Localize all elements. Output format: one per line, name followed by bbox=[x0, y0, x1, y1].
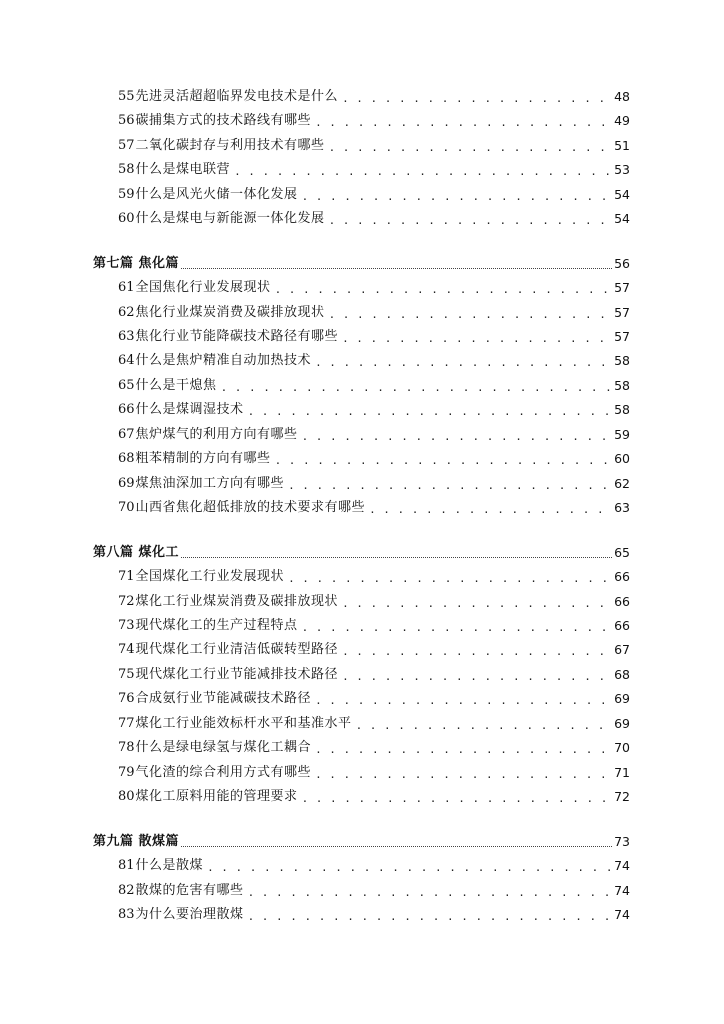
toc-entry[interactable] bbox=[118, 185, 630, 205]
toc-entry-title: 全国焦化行业发展现状 bbox=[135, 280, 271, 295]
toc-entry-title: 现代煤化工行业清洁低碳转型路径 bbox=[135, 642, 339, 657]
toc-page-number: 69 bbox=[614, 691, 630, 706]
toc-page-number: 48 bbox=[614, 89, 630, 104]
toc-entry[interactable] bbox=[118, 425, 630, 445]
toc-entry-number: 67 bbox=[118, 427, 135, 442]
toc-entry-title: 什么是煤电联营 bbox=[135, 162, 231, 177]
dot-leader bbox=[342, 94, 611, 102]
toc-entry-title: 现代煤化工行业节能减排技术路径 bbox=[135, 667, 339, 682]
toc-entry[interactable] bbox=[118, 474, 630, 494]
toc-entry-title: 什么是煤调湿技术 bbox=[135, 402, 244, 417]
toc-page-number: 59 bbox=[614, 427, 630, 442]
dot-leader bbox=[288, 481, 611, 489]
toc-entry-number: 65 bbox=[118, 378, 135, 393]
dot-leader bbox=[248, 912, 612, 920]
toc-entry-number: 58 bbox=[118, 162, 135, 177]
dot-leader bbox=[329, 143, 612, 151]
dot-leader bbox=[342, 672, 611, 680]
toc-entry-title: 焦化行业煤炭消费及碳排放现状 bbox=[135, 305, 325, 320]
dot-leader bbox=[288, 574, 611, 582]
toc-entry-number: 57 bbox=[118, 138, 135, 153]
toc-entry-title: 二氧化碳封存与利用技术有哪些 bbox=[135, 138, 325, 153]
toc-entry-number: 66 bbox=[118, 402, 135, 417]
toc-entry[interactable] bbox=[118, 640, 630, 660]
toc-entry-title: 散煤的危害有哪些 bbox=[135, 883, 244, 898]
toc-entry-number: 68 bbox=[118, 451, 135, 466]
dot-leader bbox=[329, 216, 612, 224]
dot-leader bbox=[369, 505, 611, 513]
dot-leader bbox=[302, 794, 612, 802]
dot-leader bbox=[315, 118, 611, 126]
toc-page-number: 67 bbox=[614, 642, 630, 657]
toc-entry-title: 焦化行业节能降碳技术路径有哪些 bbox=[135, 329, 339, 344]
toc-entry-title: 现代煤化工的生产过程特点 bbox=[135, 618, 298, 633]
toc-entry-title: 煤化工行业能效标杆水平和基准水平 bbox=[135, 716, 352, 731]
toc-entry-title: 什么是风光火储一体化发展 bbox=[135, 187, 298, 202]
toc-entry[interactable] bbox=[118, 400, 630, 420]
toc-entry[interactable] bbox=[118, 376, 630, 396]
toc-page-number: 72 bbox=[614, 789, 630, 804]
dot-leader bbox=[302, 192, 612, 200]
toc-page-number: 54 bbox=[614, 211, 630, 226]
toc-entry[interactable] bbox=[118, 351, 630, 371]
dot-leader bbox=[342, 599, 611, 607]
dot-leader bbox=[329, 310, 612, 318]
toc-entry[interactable] bbox=[118, 498, 630, 518]
toc-page-number: 74 bbox=[614, 907, 630, 922]
toc-part-title: 第七篇 焦化篇 bbox=[93, 256, 180, 271]
toc-entry-title: 粗苯精制的方向有哪些 bbox=[135, 451, 271, 466]
toc-page-number: 58 bbox=[614, 353, 630, 368]
dot-leader bbox=[315, 696, 611, 704]
toc-entry-number: 61 bbox=[118, 280, 135, 295]
toc-entry-number: 69 bbox=[118, 476, 135, 491]
toc-page-number: 63 bbox=[614, 500, 630, 515]
toc-entry-title: 什么是绿电绿氢与煤化工耦合 bbox=[135, 740, 312, 755]
dot-leader bbox=[234, 167, 611, 175]
toc-page-number: 71 bbox=[614, 765, 630, 780]
toc-entry[interactable] bbox=[118, 303, 630, 323]
toc-entry-number: 63 bbox=[118, 329, 135, 344]
toc-part-heading[interactable] bbox=[93, 832, 630, 852]
toc-entry-number: 81 bbox=[118, 858, 135, 873]
toc-entry[interactable] bbox=[118, 905, 630, 925]
toc-entry-title: 什么是散煤 bbox=[135, 858, 204, 873]
dot-leader bbox=[248, 888, 612, 896]
toc-page-number: 66 bbox=[614, 594, 630, 609]
toc-entry-number: 73 bbox=[118, 618, 135, 633]
toc-page-number: 49 bbox=[614, 113, 630, 128]
toc-entry[interactable] bbox=[118, 327, 630, 347]
toc-page-number: 68 bbox=[614, 667, 630, 682]
toc-entry-title: 什么是焦炉精准自动加热技术 bbox=[135, 353, 312, 368]
toc-entry[interactable] bbox=[118, 881, 630, 901]
dot-leader bbox=[207, 863, 611, 871]
toc-entry-title: 气化渣的综合利用方式有哪些 bbox=[135, 765, 312, 780]
toc-page-number: 74 bbox=[614, 858, 630, 873]
toc-page-number: 58 bbox=[614, 402, 630, 417]
dot-leader bbox=[275, 456, 612, 464]
toc-entry[interactable] bbox=[118, 592, 630, 612]
toc-page-number: 69 bbox=[614, 716, 630, 731]
dot-leader bbox=[356, 721, 612, 729]
toc-entry[interactable] bbox=[118, 449, 630, 469]
toc-entry-number: 77 bbox=[118, 716, 135, 731]
toc-entry-number: 55 bbox=[118, 89, 135, 104]
toc-entry-title: 什么是干熄焦 bbox=[135, 378, 217, 393]
dot-leader bbox=[342, 647, 611, 655]
toc-part-title: 第八篇 煤化工 bbox=[93, 545, 180, 560]
toc-page-number: 62 bbox=[614, 476, 630, 491]
toc-entry-number: 82 bbox=[118, 883, 135, 898]
dot-leader bbox=[181, 845, 612, 847]
toc-entry[interactable] bbox=[118, 787, 630, 807]
toc-page-number: 73 bbox=[614, 834, 630, 849]
toc-part-heading[interactable] bbox=[93, 254, 630, 274]
toc-page-number: 58 bbox=[614, 378, 630, 393]
toc-page-number: 66 bbox=[614, 569, 630, 584]
toc-entry-number: 60 bbox=[118, 211, 135, 226]
toc-entry-number: 72 bbox=[118, 594, 135, 609]
toc-entry-number: 62 bbox=[118, 305, 135, 320]
toc-page-number: 57 bbox=[614, 280, 630, 295]
dot-leader bbox=[302, 623, 612, 631]
toc-entry[interactable] bbox=[118, 856, 630, 876]
toc-page-number: 74 bbox=[614, 883, 630, 898]
toc-entry[interactable] bbox=[118, 689, 630, 709]
toc-entry[interactable] bbox=[118, 160, 630, 180]
toc-entry-title: 焦炉煤气的利用方向有哪些 bbox=[135, 427, 298, 442]
toc-entry[interactable] bbox=[118, 616, 630, 636]
toc-entry[interactable] bbox=[118, 665, 630, 685]
toc-entry-title: 先进灵活超超临界发电技术是什么 bbox=[135, 89, 339, 104]
toc-entry-title: 为什么要治理散煤 bbox=[135, 907, 244, 922]
toc-entry-number: 59 bbox=[118, 187, 135, 202]
dot-leader bbox=[302, 432, 612, 440]
toc-entry-title: 山西省焦化超低排放的技术要求有哪些 bbox=[135, 500, 366, 515]
dot-leader bbox=[181, 556, 612, 558]
toc-entry-title: 煤化工行业煤炭消费及碳排放现状 bbox=[135, 594, 339, 609]
dot-leader bbox=[248, 407, 612, 415]
toc-entry-title: 碳捕集方式的技术路线有哪些 bbox=[135, 113, 312, 128]
toc-page-number: 57 bbox=[614, 305, 630, 320]
toc-part-heading[interactable] bbox=[93, 543, 630, 563]
toc-entry-number: 64 bbox=[118, 353, 135, 368]
toc-entry-title: 合成氨行业节能减碳技术路径 bbox=[135, 691, 312, 706]
toc-entry-number: 83 bbox=[118, 907, 135, 922]
dot-leader bbox=[342, 334, 611, 342]
toc-entry-number: 76 bbox=[118, 691, 135, 706]
toc-entry-number: 75 bbox=[118, 667, 135, 682]
toc-entry-title: 什么是煤电与新能源一体化发展 bbox=[135, 211, 325, 226]
toc-entry-number: 80 bbox=[118, 789, 135, 804]
toc-entry-title: 全国煤化工行业发展现状 bbox=[135, 569, 285, 584]
toc-entry-number: 74 bbox=[118, 642, 135, 657]
toc-page-number: 51 bbox=[614, 138, 630, 153]
toc-page-number: 60 bbox=[614, 451, 630, 466]
toc-entry-number: 56 bbox=[118, 113, 135, 128]
toc-entry-number: 78 bbox=[118, 740, 135, 755]
dot-leader bbox=[275, 285, 612, 293]
toc-page-number: 53 bbox=[614, 162, 630, 177]
toc-page-number: 56 bbox=[614, 256, 630, 271]
toc-entry[interactable] bbox=[118, 567, 630, 587]
toc-entry[interactable] bbox=[118, 278, 630, 298]
toc-entry-number: 70 bbox=[118, 500, 135, 515]
toc-page-number: 66 bbox=[614, 618, 630, 633]
toc-entry[interactable] bbox=[118, 209, 630, 229]
dot-leader bbox=[221, 383, 612, 391]
toc-entry[interactable] bbox=[118, 763, 630, 783]
toc-entry[interactable] bbox=[118, 111, 630, 131]
dot-leader bbox=[315, 745, 611, 753]
toc-page-number: 70 bbox=[614, 740, 630, 755]
toc-entry-number: 79 bbox=[118, 765, 135, 780]
dot-leader bbox=[315, 770, 611, 778]
toc-entry-number: 71 bbox=[118, 569, 135, 584]
toc-page-number: 57 bbox=[614, 329, 630, 344]
toc-entry-title: 煤化工原料用能的管理要求 bbox=[135, 789, 298, 804]
toc-page-number: 54 bbox=[614, 187, 630, 202]
dot-leader bbox=[181, 267, 612, 269]
toc-entry[interactable] bbox=[118, 738, 630, 758]
toc-entry[interactable] bbox=[118, 714, 630, 734]
toc-entry[interactable] bbox=[118, 87, 630, 107]
dot-leader bbox=[315, 358, 611, 366]
toc-entry[interactable] bbox=[118, 136, 630, 156]
toc-entry-title: 煤焦油深加工方向有哪些 bbox=[135, 476, 285, 491]
toc-part-title: 第九篇 散煤篇 bbox=[93, 834, 180, 849]
toc-page-number: 65 bbox=[614, 545, 630, 560]
